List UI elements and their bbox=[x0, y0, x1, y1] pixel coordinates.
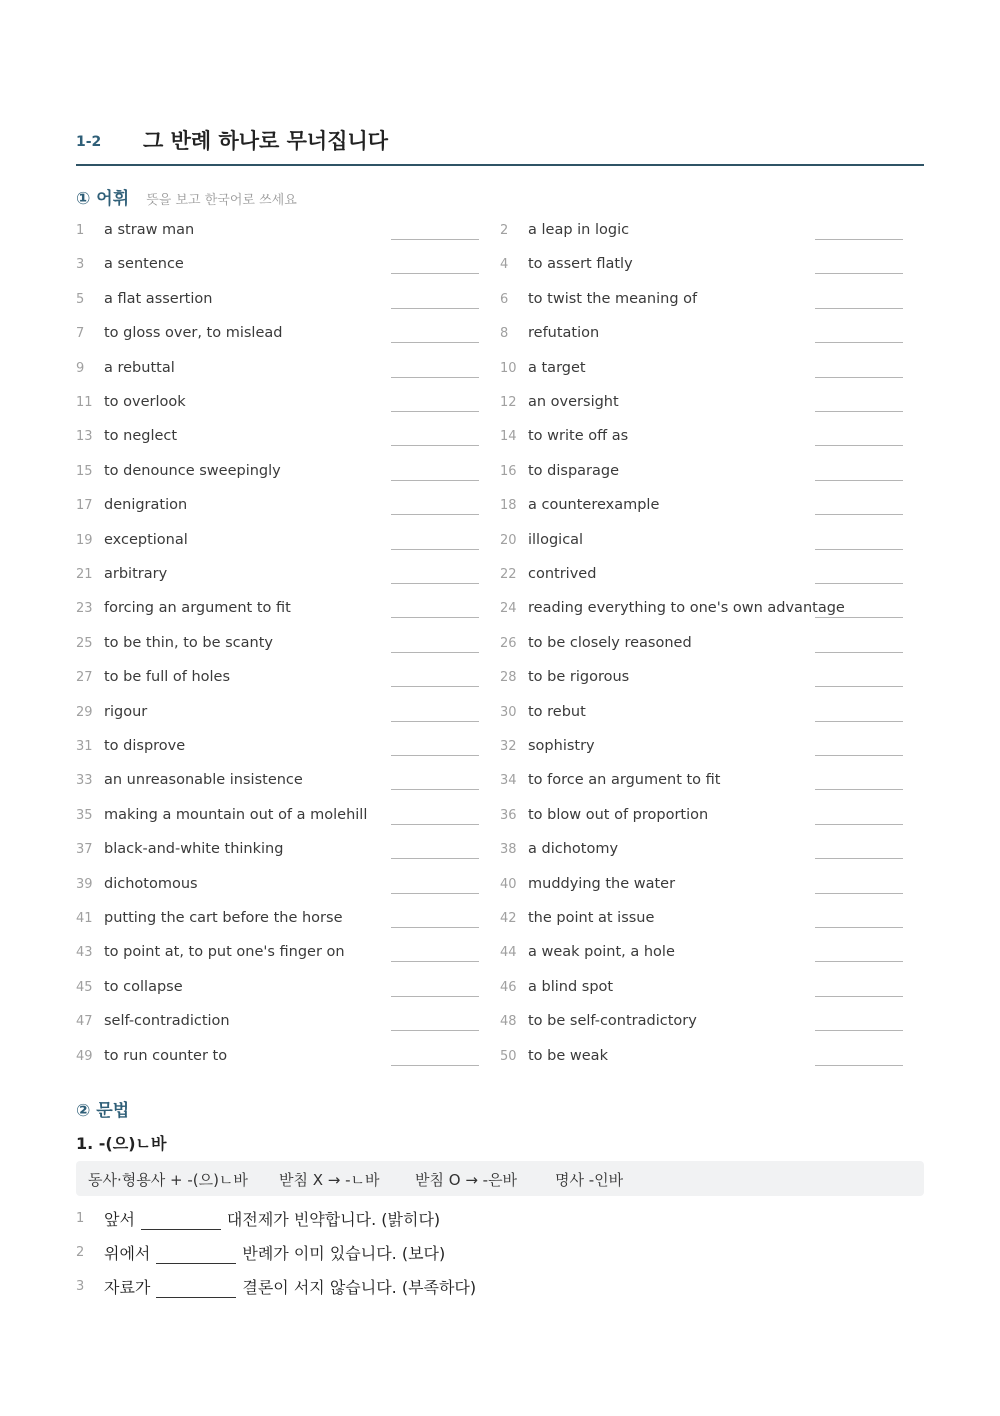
vocab-number: 48 bbox=[500, 1014, 517, 1030]
answer-blank[interactable] bbox=[815, 411, 903, 412]
exercise-sentence bbox=[104, 1207, 440, 1230]
vocab-meaning: to be full of holes bbox=[104, 669, 231, 686]
vocab-number: 32 bbox=[500, 739, 517, 754]
vocab-meaning: to point at, to put one's finger on bbox=[104, 944, 345, 961]
exercise-number: 2 bbox=[76, 1245, 85, 1260]
vocab-meaning: a counterexample bbox=[528, 497, 660, 514]
vocab-meaning: to collapse bbox=[104, 978, 183, 995]
answer-blank[interactable] bbox=[815, 996, 903, 997]
vocab-item bbox=[76, 627, 500, 661]
answer-blank[interactable] bbox=[815, 824, 903, 825]
answer-blank[interactable] bbox=[391, 961, 479, 962]
vocab-number: 24 bbox=[500, 601, 517, 617]
answer-blank[interactable] bbox=[815, 721, 903, 722]
vocab-number: 29 bbox=[76, 704, 93, 720]
vocab-item bbox=[500, 248, 924, 282]
answer-blank[interactable] bbox=[391, 583, 479, 584]
vocab-number: 9 bbox=[76, 360, 85, 376]
vocab-item bbox=[76, 764, 500, 798]
vocab-meaning: sophistry bbox=[528, 738, 595, 754]
vocab-number: 43 bbox=[76, 945, 93, 961]
vocab-meaning: black-and-white thinking bbox=[104, 841, 284, 858]
vocab-item bbox=[76, 868, 500, 902]
answer-blank[interactable] bbox=[391, 377, 479, 378]
vocab-meaning: to overlook bbox=[104, 394, 186, 410]
grammar-rule: 명사 -인바 bbox=[555, 1171, 624, 1189]
answer-blank[interactable] bbox=[815, 273, 903, 274]
vocab-item bbox=[500, 1005, 924, 1039]
vocab-number: 15 bbox=[76, 463, 93, 479]
vocab-number: 45 bbox=[76, 979, 93, 995]
vocab-number: 22 bbox=[500, 567, 517, 582]
vocab-number: 7 bbox=[76, 326, 85, 342]
exercise-item bbox=[76, 1273, 924, 1303]
vocab-number: 16 bbox=[500, 463, 517, 479]
vocab-number: 44 bbox=[500, 945, 517, 961]
vocab-meaning: to disprove bbox=[104, 738, 186, 754]
fill-in-blank[interactable] bbox=[156, 1280, 236, 1298]
vocab-meaning: to be weak bbox=[528, 1047, 608, 1064]
vocab-number: 41 bbox=[76, 911, 93, 926]
vocab-number: 46 bbox=[500, 979, 517, 995]
vocab-item bbox=[500, 283, 924, 317]
vocab-section-title: ① 어휘 bbox=[76, 189, 130, 209]
answer-blank[interactable] bbox=[391, 893, 479, 894]
answer-blank[interactable] bbox=[815, 1065, 903, 1066]
vocab-meaning: a flat assertion bbox=[104, 290, 213, 307]
sentence-start: 앞서 bbox=[104, 1210, 135, 1229]
vocab-number: 35 bbox=[76, 807, 93, 823]
grammar-rule: 동사·형용사 + -(으)ㄴ바 bbox=[88, 1171, 248, 1189]
vocab-list bbox=[76, 214, 924, 1074]
answer-blank[interactable] bbox=[391, 721, 479, 722]
vocab-meaning: to force an argument to fit bbox=[528, 772, 721, 789]
vocab-meaning: refutation bbox=[528, 325, 600, 342]
vocab-meaning: a weak point, a hole bbox=[528, 944, 675, 961]
vocab-meaning: to be closely reasoned bbox=[528, 634, 692, 651]
answer-blank[interactable] bbox=[815, 342, 903, 343]
vocab-item bbox=[500, 386, 924, 420]
vocab-number: 49 bbox=[76, 1048, 93, 1064]
vocab-item bbox=[500, 833, 924, 867]
answer-blank[interactable] bbox=[815, 549, 903, 550]
vocab-number: 39 bbox=[76, 876, 93, 892]
vocab-number: 31 bbox=[76, 739, 93, 754]
vocab-meaning: to blow out of proportion bbox=[528, 806, 709, 823]
vocab-number: 26 bbox=[500, 635, 517, 651]
vocab-number: 11 bbox=[76, 395, 93, 410]
vocab-meaning: a dichotomy bbox=[528, 841, 619, 858]
vocab-number: 50 bbox=[500, 1048, 517, 1064]
vocab-item bbox=[76, 317, 500, 351]
vocab-meaning: a leap in logic bbox=[528, 222, 630, 238]
sentence-end: 결론이 서지 않습니다. (부족하다) bbox=[242, 1278, 477, 1297]
answer-blank[interactable] bbox=[815, 789, 903, 790]
vocab-item bbox=[500, 524, 924, 558]
vocab-number: 34 bbox=[500, 773, 517, 789]
vocab-number: 14 bbox=[500, 429, 517, 445]
answer-blank[interactable] bbox=[391, 686, 479, 687]
vocab-instruction: 뜻을 보고 한국어로 쓰세요 bbox=[146, 193, 297, 208]
vocab-item bbox=[500, 799, 924, 833]
vocab-number: 12 bbox=[500, 395, 517, 410]
vocab-number: 33 bbox=[76, 773, 93, 789]
vocab-number: 38 bbox=[500, 842, 517, 858]
vocab-meaning: to be thin, to be scanty bbox=[104, 634, 273, 651]
answer-blank[interactable] bbox=[391, 514, 479, 515]
vocab-meaning: contrived bbox=[528, 566, 597, 582]
vocab-item bbox=[500, 936, 924, 970]
vocab-item bbox=[500, 661, 924, 695]
vocab-item bbox=[500, 696, 924, 730]
vocab-meaning: self-contradiction bbox=[104, 1013, 230, 1030]
exercise-sentence bbox=[104, 1241, 445, 1264]
answer-blank[interactable] bbox=[391, 445, 479, 446]
vocab-item bbox=[76, 455, 500, 489]
vocab-item bbox=[76, 386, 500, 420]
vocab-item bbox=[500, 764, 924, 798]
vocab-item bbox=[500, 317, 924, 351]
vocab-item bbox=[500, 902, 924, 936]
vocab-meaning: to be rigorous bbox=[528, 669, 630, 686]
grammar-rule: 받침 O → -은바 bbox=[415, 1171, 518, 1189]
vocab-item bbox=[500, 592, 924, 626]
vocab-meaning: to be self-contradictory bbox=[528, 1013, 697, 1030]
answer-blank[interactable] bbox=[815, 927, 903, 928]
vocab-item bbox=[500, 1040, 924, 1074]
answer-blank[interactable] bbox=[815, 514, 903, 515]
vocab-meaning: to gloss over, to mislead bbox=[104, 325, 283, 342]
vocab-item bbox=[76, 1005, 500, 1039]
vocab-item bbox=[500, 627, 924, 661]
page-header bbox=[76, 122, 924, 166]
vocab-item bbox=[76, 214, 500, 248]
exercise-sentence bbox=[104, 1275, 476, 1298]
answer-blank[interactable] bbox=[391, 239, 479, 240]
fill-in-blank[interactable] bbox=[141, 1212, 221, 1230]
vocab-number: 40 bbox=[500, 876, 517, 892]
vocab-meaning: a blind spot bbox=[528, 978, 614, 995]
vocab-number: 23 bbox=[76, 601, 93, 617]
answer-blank[interactable] bbox=[815, 308, 903, 309]
answer-blank[interactable] bbox=[815, 686, 903, 687]
vocab-meaning: to twist the meaning of bbox=[528, 290, 698, 307]
sentence-start: 위에서 bbox=[104, 1244, 151, 1263]
vocab-item bbox=[76, 248, 500, 282]
vocab-number: 37 bbox=[76, 842, 93, 858]
vocab-item bbox=[500, 868, 924, 902]
grammar-section-header bbox=[76, 1096, 129, 1121]
vocab-item bbox=[500, 455, 924, 489]
vocab-item bbox=[76, 592, 500, 626]
answer-blank[interactable] bbox=[815, 652, 903, 653]
vocab-number: 28 bbox=[500, 670, 517, 686]
vocab-number: 27 bbox=[76, 670, 93, 686]
vocab-number: 19 bbox=[76, 532, 93, 548]
vocab-item bbox=[76, 833, 500, 867]
lesson-number: 1-2 bbox=[76, 134, 102, 150]
answer-blank[interactable] bbox=[391, 273, 479, 274]
answer-blank[interactable] bbox=[391, 617, 479, 618]
vocab-item bbox=[76, 524, 500, 558]
vocab-item bbox=[500, 971, 924, 1005]
answer-blank[interactable] bbox=[391, 308, 479, 309]
vocab-meaning: a straw man bbox=[104, 222, 195, 238]
answer-blank[interactable] bbox=[815, 961, 903, 962]
vocab-item bbox=[76, 558, 500, 592]
vocab-number: 18 bbox=[500, 498, 517, 514]
vocab-number: 47 bbox=[76, 1014, 93, 1030]
vocab-item bbox=[500, 420, 924, 454]
vocab-meaning: an unreasonable insistence bbox=[104, 772, 303, 789]
vocab-meaning: a target bbox=[528, 359, 586, 376]
answer-blank[interactable] bbox=[391, 411, 479, 412]
vocab-meaning: to write off as bbox=[528, 428, 629, 445]
sentence-start: 자료가 bbox=[104, 1278, 151, 1297]
vocab-item bbox=[76, 902, 500, 936]
vocab-meaning: illogical bbox=[528, 531, 584, 548]
answer-blank[interactable] bbox=[815, 617, 903, 618]
vocab-item bbox=[76, 799, 500, 833]
page-title: 그 반례 하나로 무너집니다 bbox=[143, 129, 389, 153]
vocab-number: 1 bbox=[76, 223, 85, 238]
vocab-meaning: rigour bbox=[104, 703, 148, 720]
vocab-meaning: dichotomous bbox=[104, 875, 198, 892]
vocab-meaning: a rebuttal bbox=[104, 359, 175, 376]
fill-in-blank[interactable] bbox=[156, 1246, 236, 1264]
answer-blank[interactable] bbox=[391, 1030, 479, 1031]
answer-blank[interactable] bbox=[391, 480, 479, 481]
vocab-number: 3 bbox=[76, 257, 85, 273]
grammar-rule: 받침 X → -ㄴ바 bbox=[279, 1171, 380, 1189]
vocab-meaning: to run counter to bbox=[104, 1047, 228, 1064]
vocab-number: 2 bbox=[500, 223, 509, 238]
vocab-number: 10 bbox=[500, 360, 517, 376]
vocab-meaning: a sentence bbox=[104, 256, 184, 273]
vocab-section-header bbox=[76, 184, 297, 209]
vocab-item bbox=[76, 936, 500, 970]
vocab-meaning: to assert flatly bbox=[528, 256, 633, 273]
vocab-meaning: the point at issue bbox=[528, 910, 655, 926]
vocab-number: 36 bbox=[500, 807, 517, 823]
answer-blank[interactable] bbox=[815, 445, 903, 446]
answer-blank[interactable] bbox=[391, 789, 479, 790]
vocab-item bbox=[76, 489, 500, 523]
vocab-meaning: forcing an argument to fit bbox=[104, 600, 291, 617]
vocab-number: 4 bbox=[500, 257, 509, 273]
vocab-meaning: making a mountain out of a molehill bbox=[104, 806, 368, 823]
vocab-item bbox=[76, 420, 500, 454]
answer-blank[interactable] bbox=[391, 858, 479, 859]
exercise-number: 1 bbox=[76, 1211, 85, 1226]
vocab-number: 17 bbox=[76, 498, 93, 514]
vocab-meaning: to rebut bbox=[528, 703, 586, 720]
vocab-meaning: muddying the water bbox=[528, 875, 676, 892]
vocab-item bbox=[500, 489, 924, 523]
vocab-meaning: to neglect bbox=[104, 428, 178, 445]
vocab-item bbox=[500, 214, 924, 248]
vocab-item bbox=[76, 971, 500, 1005]
vocab-item bbox=[76, 1040, 500, 1074]
grammar-point-title: 1. -(으)ㄴ바 bbox=[76, 1134, 167, 1153]
answer-blank[interactable] bbox=[391, 755, 479, 756]
answer-blank[interactable] bbox=[391, 927, 479, 928]
answer-blank[interactable] bbox=[815, 893, 903, 894]
vocab-meaning: arbitrary bbox=[104, 566, 168, 582]
vocab-number: 42 bbox=[500, 911, 517, 926]
vocab-number: 20 bbox=[500, 532, 517, 548]
answer-blank[interactable] bbox=[391, 549, 479, 550]
vocab-meaning: to disparage bbox=[528, 462, 620, 479]
vocab-number: 5 bbox=[76, 291, 85, 307]
vocab-number: 21 bbox=[76, 567, 93, 582]
grammar-section-title: ② 문법 bbox=[76, 1101, 130, 1121]
grammar-rule-box bbox=[76, 1161, 924, 1196]
vocab-meaning: putting the cart before the horse bbox=[104, 910, 343, 926]
vocab-item bbox=[76, 661, 500, 695]
answer-blank[interactable] bbox=[815, 583, 903, 584]
sentence-end: 대전제가 빈약합니다. (밝히다) bbox=[226, 1210, 441, 1229]
vocab-number: 6 bbox=[500, 291, 509, 307]
vocab-item bbox=[76, 283, 500, 317]
answer-blank[interactable] bbox=[815, 755, 903, 756]
vocab-item bbox=[76, 730, 500, 764]
vocab-meaning: exceptional bbox=[104, 531, 188, 548]
vocab-item bbox=[500, 352, 924, 386]
answer-blank[interactable] bbox=[815, 480, 903, 481]
vocab-number: 13 bbox=[76, 429, 93, 445]
answer-blank[interactable] bbox=[815, 858, 903, 859]
vocab-number: 25 bbox=[76, 635, 93, 651]
answer-blank[interactable] bbox=[391, 824, 479, 825]
vocab-number: 8 bbox=[500, 326, 509, 342]
vocab-meaning: denigration bbox=[104, 497, 188, 514]
vocab-meaning: an oversight bbox=[528, 394, 619, 410]
vocab-item bbox=[76, 352, 500, 386]
answer-blank[interactable] bbox=[815, 239, 903, 240]
vocab-meaning: reading everything to one's own advantage bbox=[528, 600, 845, 617]
exercise-item bbox=[76, 1239, 924, 1269]
exercise-number: 3 bbox=[76, 1279, 85, 1294]
answer-blank[interactable] bbox=[815, 1030, 903, 1031]
answer-blank[interactable] bbox=[391, 1065, 479, 1066]
exercise-item bbox=[76, 1205, 924, 1235]
answer-blank[interactable] bbox=[815, 377, 903, 378]
answer-blank[interactable] bbox=[391, 652, 479, 653]
answer-blank[interactable] bbox=[391, 342, 479, 343]
vocab-number: 30 bbox=[500, 704, 517, 720]
vocab-item bbox=[500, 558, 924, 592]
sentence-end: 반례가 이미 있습니다. (보다) bbox=[242, 1244, 446, 1263]
answer-blank[interactable] bbox=[391, 996, 479, 997]
vocab-item bbox=[500, 730, 924, 764]
vocab-meaning: to denounce sweepingly bbox=[104, 462, 281, 479]
vocab-item bbox=[76, 696, 500, 730]
